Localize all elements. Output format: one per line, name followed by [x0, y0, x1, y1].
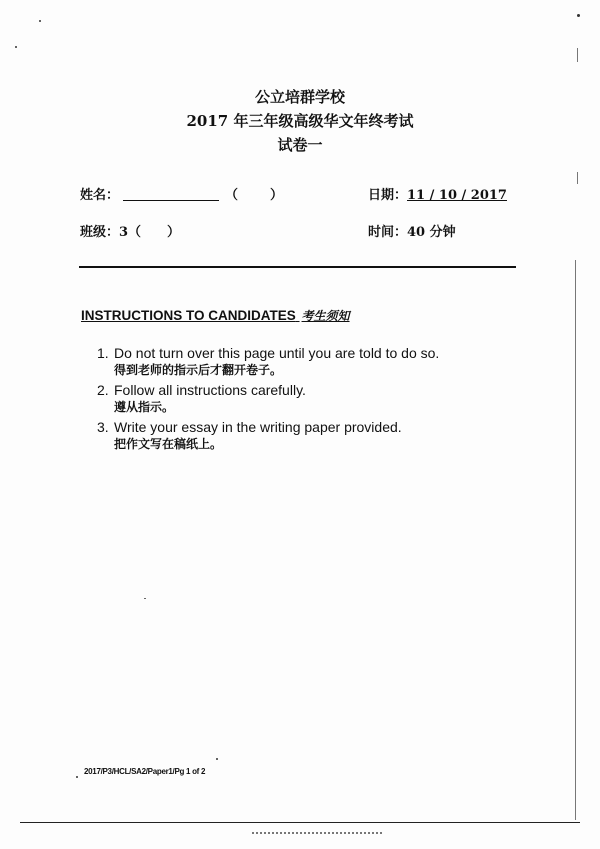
instruction-number: 1. — [97, 345, 109, 361]
instruction-text-cn: 得到老师的指示后才翻开卷子。 — [114, 363, 283, 377]
time-field: 时间：40 分钟 — [368, 225, 456, 240]
instruction-text-en: Write your essay in the writing paper provided. — [114, 419, 402, 435]
instruction-number: 3. — [97, 419, 109, 435]
footer-page-code: 2017/P3/HCL/SA2/Paper1/Pg 1 of 2 — [84, 767, 206, 776]
bottom-rule — [20, 822, 580, 823]
register-number-parens: （ ） — [225, 188, 286, 203]
instructions-heading-cn: 考生须知 — [301, 309, 350, 323]
instruction-item — [97, 344, 517, 379]
instruction-item — [97, 381, 517, 416]
exam-title: 2017 年三年级高级华文年终考试 — [186, 112, 414, 130]
scan-dash-row — [252, 832, 382, 837]
date-value: 11 / 10 / 2017 — [407, 188, 507, 203]
scan-edge-line — [577, 172, 578, 184]
section-divider — [79, 266, 516, 268]
school-name: 公立培群学校 — [254, 88, 345, 106]
name-label: 姓名： — [80, 188, 120, 203]
date-field — [368, 184, 507, 203]
scan-speck — [39, 20, 41, 22]
date-label: 日期： — [368, 188, 408, 203]
scan-speck — [577, 14, 580, 17]
scan-edge-line — [575, 260, 576, 820]
instructions-heading-en: INSTRUCTIONS TO CANDIDATES — [81, 308, 296, 323]
instruction-text-en: Do not turn over this page until you are told to do so. — [114, 345, 440, 361]
scan-speck — [216, 758, 218, 760]
instruction-item — [97, 418, 517, 453]
instruction-text-cn: 遵从指示。 — [114, 400, 175, 414]
instruction-number: 2. — [97, 382, 109, 398]
class-field: 班级：3（ ） — [80, 225, 181, 240]
instructions-list — [97, 344, 517, 455]
name-blank — [123, 200, 219, 201]
scan-edge-line — [577, 48, 578, 62]
instruction-text-en: Follow all instructions carefully. — [114, 382, 306, 398]
paper-name: 试卷一 — [277, 136, 323, 154]
scan-speck — [15, 46, 17, 48]
instructions-heading — [81, 307, 350, 324]
instruction-text-cn: 把作文写在稿纸上。 — [114, 437, 223, 451]
scan-speck — [76, 776, 78, 778]
name-field — [80, 184, 285, 203]
scan-speck — [144, 598, 146, 599]
